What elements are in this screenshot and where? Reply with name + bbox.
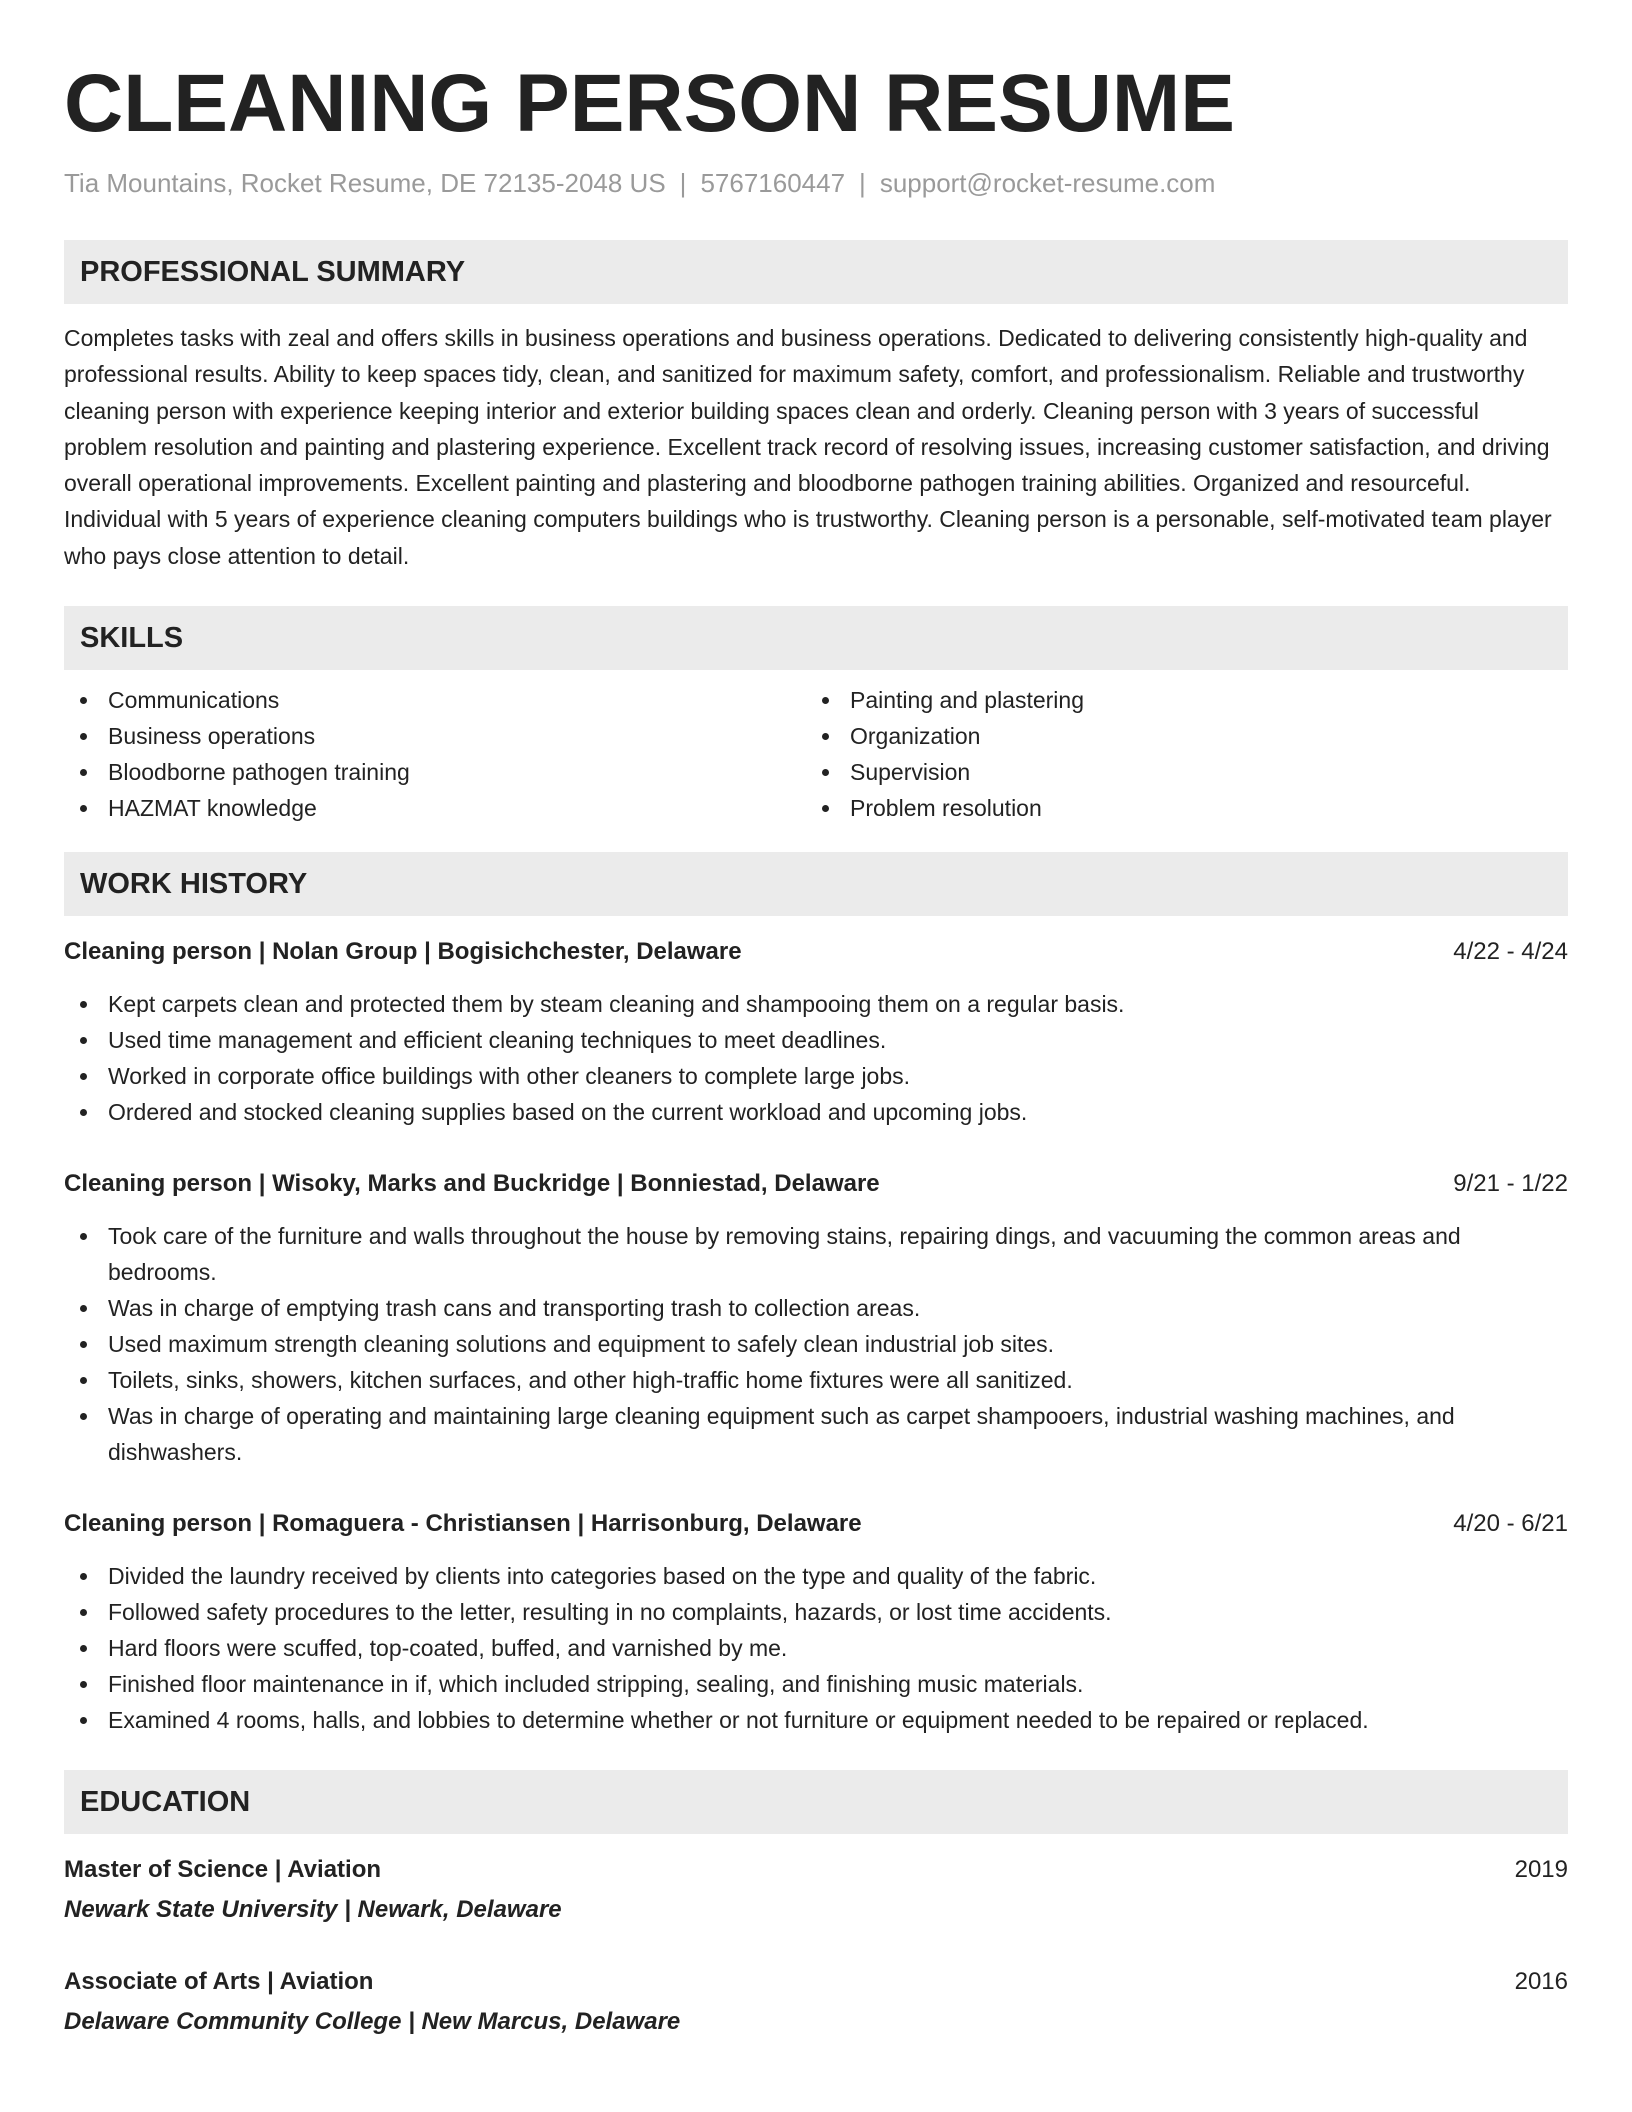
contact-line — [64, 166, 1568, 200]
job-bullet: Finished floor maintenance in if, which included stripping, sealing, and finishing music materials. — [64, 1666, 1568, 1702]
job-bullet: Ordered and stocked cleaning supplies based on the current workload and upcoming jobs. — [64, 1094, 1568, 1130]
contact-email: support@rocket-resume.com — [879, 168, 1216, 198]
job-bullets — [64, 986, 1568, 1130]
education-school: Newark State University | Newark, Delaware — [64, 1896, 562, 1924]
skills-column-left — [64, 682, 806, 826]
work-history-heading: WORK HISTORY — [64, 852, 1568, 916]
education-year: 2019 — [1514, 1856, 1568, 1884]
job-title-row — [64, 1506, 1568, 1542]
education-row — [64, 1964, 1568, 2000]
skill-item: Communications — [64, 682, 806, 718]
education-entry — [64, 1964, 1568, 2040]
contact-separator: | — [859, 168, 866, 198]
job-bullet: Used time management and efficient cleaning techniques to meet deadlines. — [64, 1022, 1568, 1058]
skill-item: Painting and plastering — [806, 682, 1548, 718]
skill-item: Business operations — [64, 718, 806, 754]
skills-list — [64, 682, 1568, 826]
education-heading: EDUCATION — [64, 1770, 1568, 1834]
skill-item: Problem resolution — [806, 790, 1548, 826]
job-entry — [64, 1506, 1568, 1738]
job-bullets — [64, 1558, 1568, 1738]
education-year: 2016 — [1514, 1968, 1568, 1996]
job-title: Cleaning person | Wisoky, Marks and Buckridge | Bonniestad, Delaware — [64, 1170, 880, 1198]
job-entry — [64, 1166, 1568, 1470]
resume-title: CLEANING PERSON RESUME — [64, 58, 1235, 149]
education-row — [64, 1852, 1568, 1888]
job-bullet: Worked in corporate office buildings with other cleaners to complete large jobs. — [64, 1058, 1568, 1094]
job-title-row — [64, 934, 1568, 970]
job-dates: 9/21 - 1/22 — [1453, 1170, 1568, 1198]
job-bullet: Divided the laundry received by clients into categories based on the type and quality of the fabric. — [64, 1558, 1568, 1594]
job-dates: 4/20 - 6/21 — [1453, 1510, 1568, 1538]
education-school: Delaware Community College | New Marcus, Delaware — [64, 2008, 681, 2036]
skill-item: Organization — [806, 718, 1548, 754]
job-title: Cleaning person | Nolan Group | Bogisichchester, Delaware — [64, 938, 742, 966]
education-degree: Associate of Arts | Aviation — [64, 1968, 374, 1996]
job-title-row — [64, 1166, 1568, 1202]
resume-page — [64, 56, 1568, 2040]
job-bullet: Examined 4 rooms, halls, and lobbies to determine whether or not furniture or equipment needed to be repaired or replaced. — [64, 1702, 1568, 1738]
job-bullet: Hard floors were scuffed, top-coated, buffed, and varnished by me. — [64, 1630, 1568, 1666]
contact-address: Tia Mountains, Rocket Resume, DE 72135-2048 US — [64, 168, 666, 198]
job-bullet: Followed safety procedures to the letter, resulting in no complaints, hazards, or lost time accidents. — [64, 1594, 1568, 1630]
skills-heading: SKILLS — [64, 606, 1568, 670]
job-bullet: Was in charge of operating and maintaining large cleaning equipment such as carpet shampooers, industrial washing machines, and dishwashers. — [64, 1398, 1568, 1470]
job-bullets — [64, 1218, 1568, 1470]
education-degree: Master of Science | Aviation — [64, 1856, 382, 1884]
contact-separator: | — [679, 168, 687, 198]
job-bullet: Used maximum strength cleaning solutions and equipment to safely clean industrial job sites. — [64, 1326, 1568, 1362]
job-bullet: Toilets, sinks, showers, kitchen surfaces, and other high-traffic home fixtures were all sanitized. — [64, 1362, 1568, 1398]
job-dates: 4/22 - 4/24 — [1453, 938, 1568, 966]
summary-text: Completes tasks with zeal and offers skills in business operations and business operations. Dedicated to delivering consistently high-quality and professional results. Ability to keep spaces tidy, clean, and sanitized for maximum safety, comfort, and professionalism. Reliable and trustworthy cleaning person with experience keeping interior and exterior building spaces clean and orderly. Cleaning person with 3 years of successful problem resolution and painting and plastering experience. Excellent track record of resolving issues, increasing customer satisfaction, and driving overall operational improvements. Excellent painting and plastering and bloodborne pathogen training abilities. Organized and resourceful. Individual with 5 years of experience cleaning computers buildings who is trustworthy. Cleaning person is a personable, self-motivated team player who pays close attention to detail. — [64, 325, 1552, 569]
job-entry — [64, 934, 1568, 1130]
job-bullet: Kept carpets clean and protected them by steam cleaning and shampooing them on a regular basis. — [64, 986, 1568, 1022]
contact-phone: 5767160447 — [700, 168, 846, 198]
job-title: Cleaning person | Romaguera - Christiansen | Harrisonburg, Delaware — [64, 1510, 862, 1538]
skill-item: Supervision — [806, 754, 1548, 790]
job-bullet: Took care of the furniture and walls throughout the house by removing stains, repairing dings, and vacuuming the common areas and bedrooms. — [64, 1218, 1568, 1290]
education-entry — [64, 1852, 1568, 1928]
summary-heading: PROFESSIONAL SUMMARY — [64, 240, 1568, 304]
job-bullet: Was in charge of emptying trash cans and transporting trash to collection areas. — [64, 1290, 1568, 1326]
skill-item: HAZMAT knowledge — [64, 790, 806, 826]
skills-column-right — [806, 682, 1548, 826]
skill-item: Bloodborne pathogen training — [64, 754, 806, 790]
